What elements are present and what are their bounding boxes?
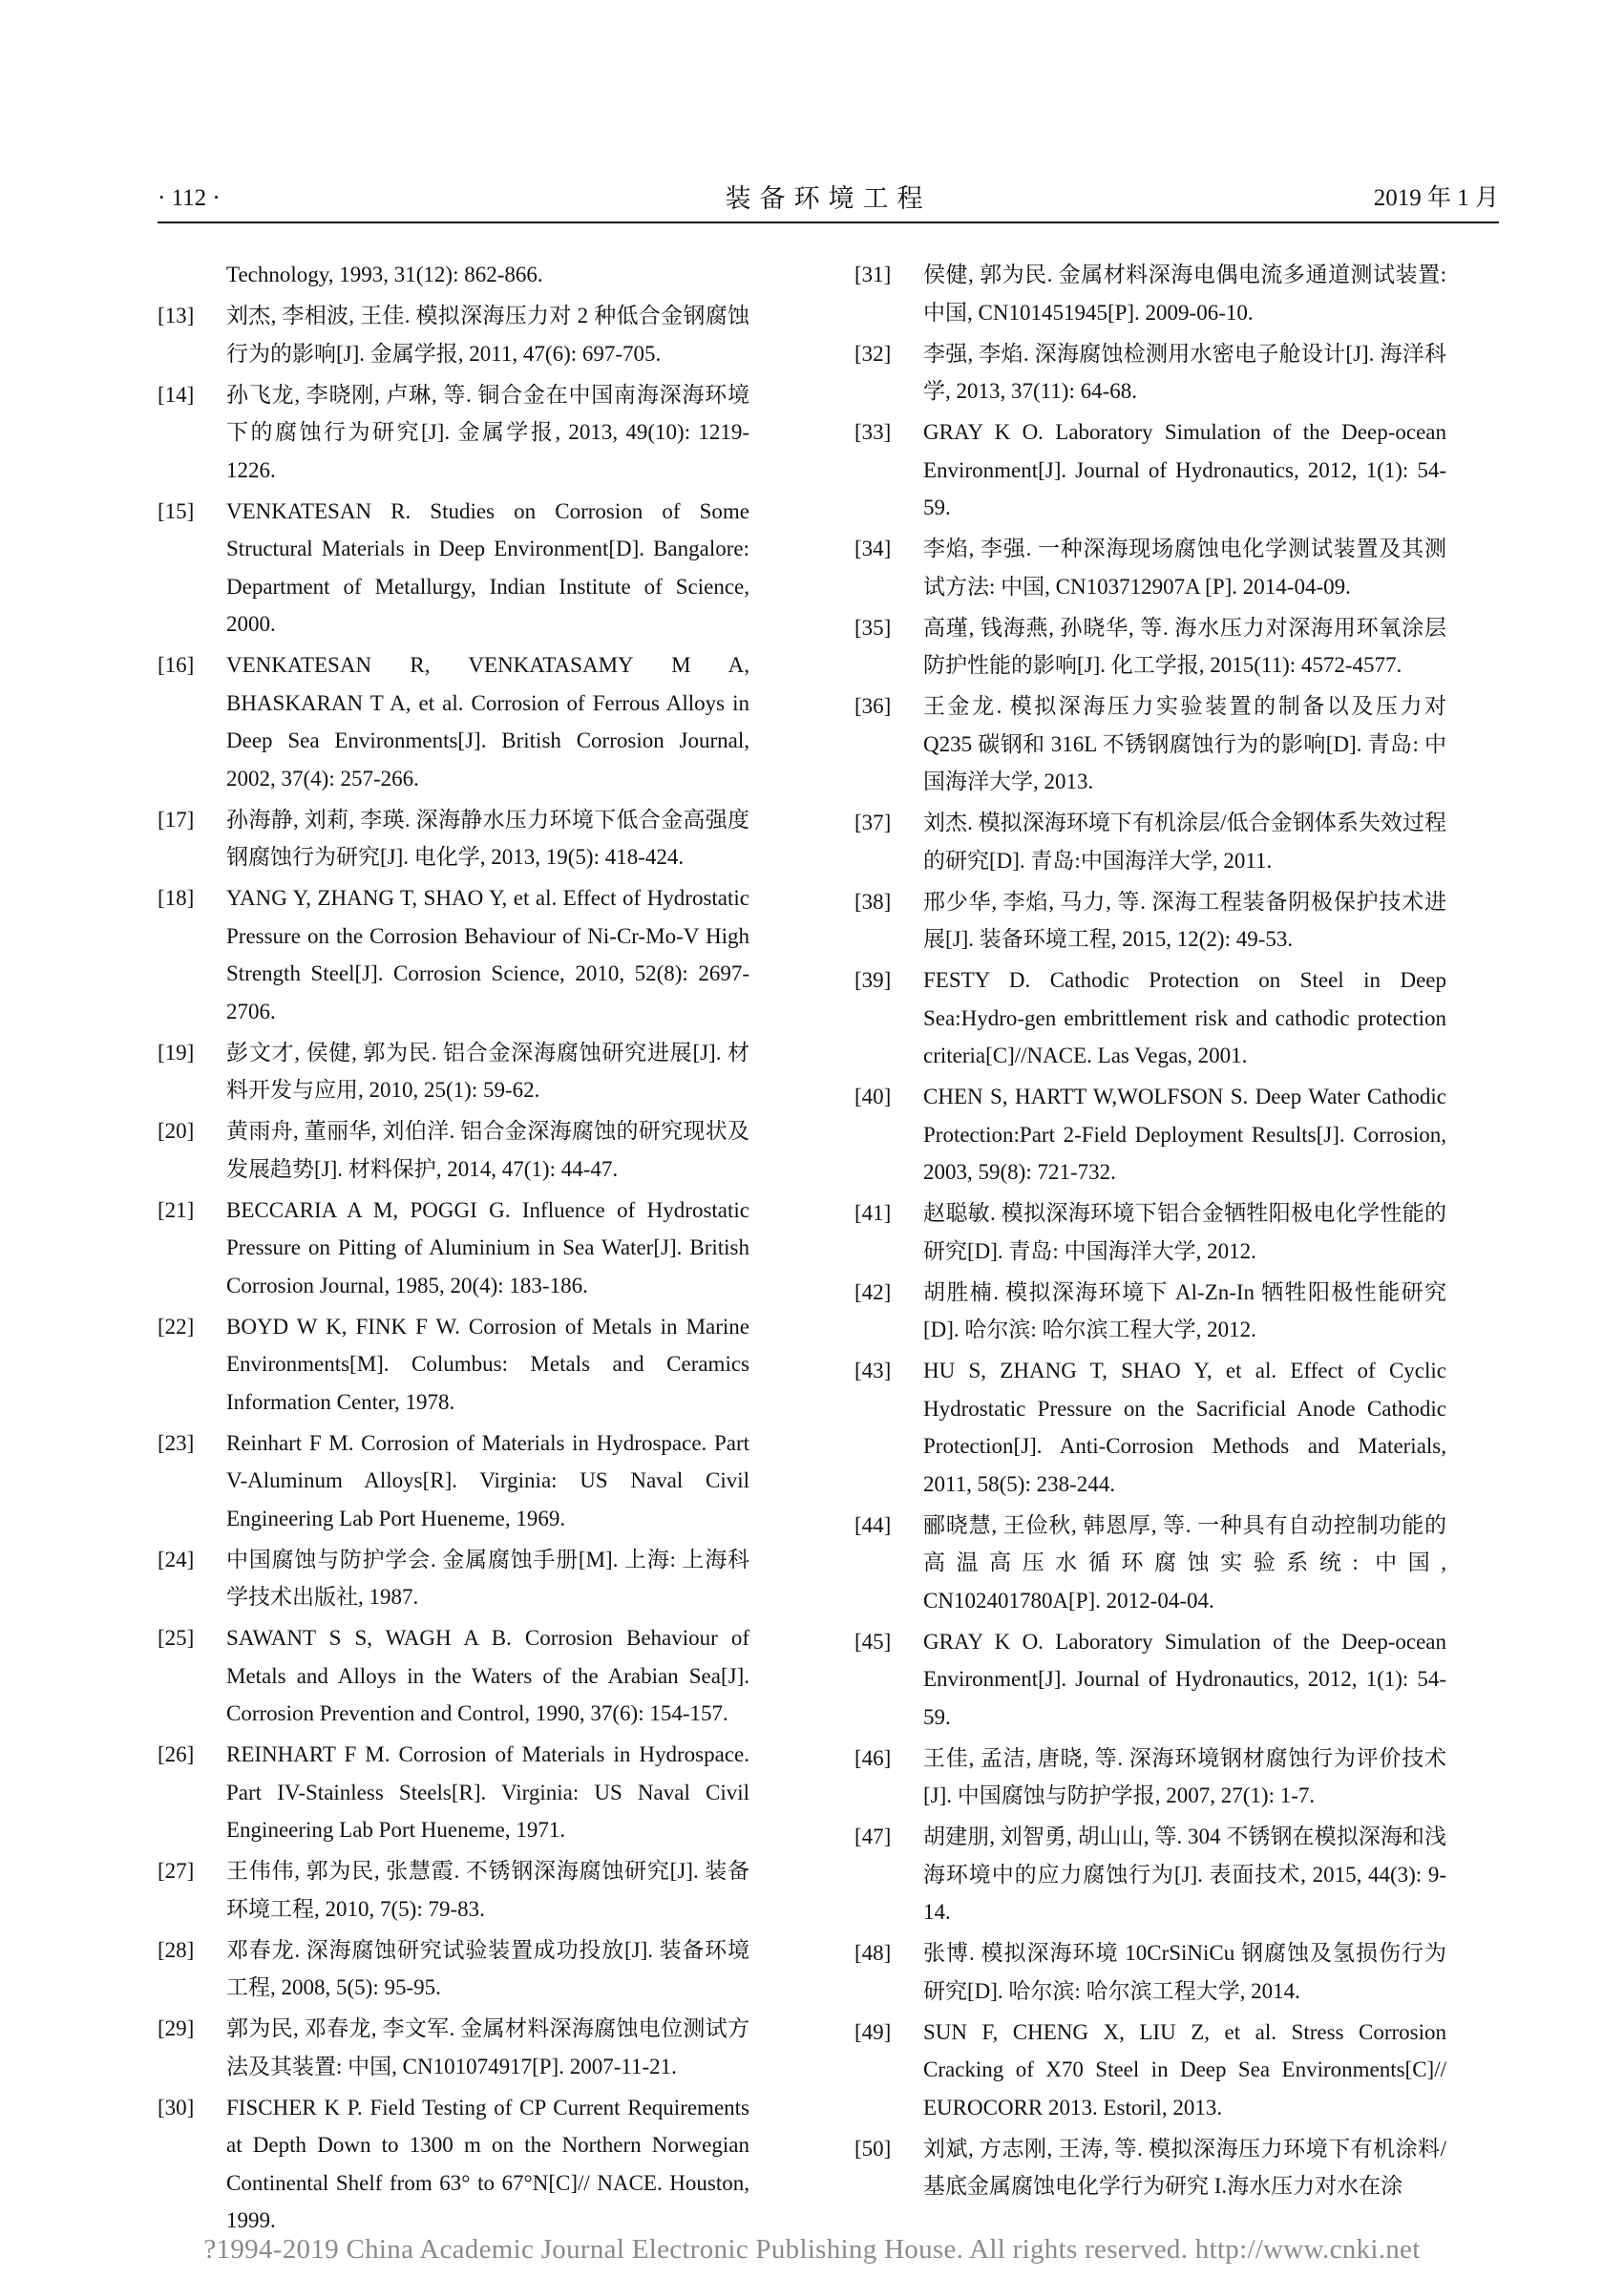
- reference-number: [47]: [854, 1825, 892, 1848]
- reference-text: 孙海静, 刘莉, 李瑛. 深海静水压力环境下低合金高强度钢腐蚀行为研究[J]. 电化学, 2013, 19(5): 418-424.: [226, 807, 749, 869]
- reference-entry: [158, 1736, 749, 1849]
- reference-number: [39]: [854, 968, 892, 992]
- reference-entry: [158, 1424, 749, 1538]
- reference-text: BECCARIA A M, POGGI G. Influence of Hydrostatic Pressure on Pitting of Aluminium in Sea Water[J]. British Corrosion Journal, 1985, 20(4): 183-186.: [226, 1197, 749, 1297]
- reference-number: [43]: [854, 1359, 892, 1382]
- reference-number: [15]: [158, 498, 195, 523]
- reference-entry: [854, 1194, 1446, 1270]
- reference-text: 郭为民, 邓春龙, 李文军. 金属材料深海腐蚀电位测试方法及其装置: 中国, CN101074917[P]. 2007-11-21.: [226, 2016, 749, 2078]
- reference-text: 刘杰. 模拟深海环境下有机涂层/低合金钢体系失效过程的研究[D]. 青岛:中国海洋大学, 2011.: [923, 811, 1446, 873]
- reference-number: [49]: [854, 2019, 892, 2044]
- reference-entry: [158, 1541, 749, 1616]
- reference-text: SUN F, CHENG X, LIU Z, et al. Stress Corrosion Cracking of X70 Steel in Deep Sea Environments[C]// EUROCORR 2013. Estoril, 2013.: [923, 2019, 1446, 2120]
- reference-entry: [854, 256, 1446, 331]
- reference-text: HU S, ZHANG T, SHAO Y, et al. Effect of Cyclic Hydrostatic Pressure on the Sacrificial Anode Cathodic Protection[J]. Anti-Corrosion Methods and Materials, 2011, 58(5): 238-244.: [923, 1359, 1446, 1496]
- reference-text: FESTY D. Cathodic Protection on Steel in Deep Sea:Hydro-gen embrittlement risk and cathodic protection criteria[C]//NACE. Las Vegas, 2001.: [923, 968, 1446, 1067]
- reference-entry: [158, 2089, 749, 2240]
- reference-number: [40]: [854, 1085, 892, 1108]
- reference-entry: [854, 335, 1446, 411]
- reference-entry: [854, 1818, 1446, 1931]
- reference-number: [34]: [854, 537, 892, 560]
- reference-number: [41]: [854, 1201, 892, 1225]
- reference-text: 中国腐蚀与防护学会. 金属腐蚀手册[M]. 上海: 上海科学技术出版社, 1987.: [226, 1547, 749, 1609]
- reference-number: [28]: [158, 1937, 195, 1962]
- reference-number: [32]: [854, 341, 892, 366]
- reference-text: 王伟伟, 郭为民, 张慧霞. 不锈钢深海腐蚀研究[J]. 装备环境工程, 2010, 7(5): 79-83.: [226, 1859, 749, 1921]
- reference-entry: [158, 646, 749, 797]
- reference-entry: [158, 1034, 749, 1109]
- reference-number: [20]: [158, 1119, 195, 1143]
- reference-entry: [158, 1931, 749, 2007]
- reference-number: [13]: [158, 304, 195, 327]
- reference-entry: [854, 1934, 1446, 2010]
- reference-entry: [158, 1619, 749, 1733]
- page-number: · 112 ·: [158, 185, 221, 211]
- reference-number: [36]: [854, 694, 892, 718]
- reference-number: [50]: [854, 2136, 892, 2161]
- reference-entry: [158, 376, 749, 490]
- reference-text: 黄雨舟, 董丽华, 刘伯洋. 铝合金深海腐蚀的研究现状及发展趋势[J]. 材料保护, 2014, 47(1): 44-47.: [226, 1119, 749, 1181]
- reference-number: [35]: [854, 615, 892, 640]
- reference-entry: [158, 297, 749, 372]
- reference-text: 胡建朋, 刘智勇, 胡山山, 等. 304 不锈钢在模拟深海和浅海环境中的应力腐蚀行为[J]. 表面技术, 2015, 44(3): 9-14.: [923, 1825, 1446, 1924]
- reference-number: [30]: [158, 2095, 195, 2120]
- reference-number: [22]: [158, 1314, 195, 1339]
- reference-entry: [854, 804, 1446, 879]
- reference-entry: [158, 879, 749, 1030]
- reference-text: FISCHER K P. Field Testing of CP Current Requirements at Depth Down to 1300 m on the Northern Norwegian Continental Shelf from 63° to 67°N[C]// NACE. Houston, 1999.: [226, 2095, 749, 2232]
- reference-number: [24]: [158, 1547, 195, 1571]
- reference-number: [44]: [854, 1512, 892, 1537]
- reference-number: [14]: [158, 382, 195, 407]
- reference-entry: [854, 413, 1446, 527]
- reference-list-right: [854, 256, 1446, 2208]
- reference-list-left: [158, 256, 749, 2243]
- reference-text: 李焰, 李强. 一种深海现场腐蚀电化学测试装置及其测试方法: 中国, CN103712907A [P]. 2014-04-09.: [923, 537, 1446, 599]
- reference-text: VENKATESAN R, VENKATASAMY M A, BHASKARAN T A, et al. Corrosion of Ferrous Alloys in Deep Sea Environments[J]. British Corrosion Journal, 2002, 37(4): 257-266.: [226, 653, 749, 791]
- reference-entry: [854, 883, 1446, 959]
- reference-number: [21]: [158, 1197, 195, 1222]
- reference-number: [19]: [158, 1040, 195, 1065]
- reference-entry: [854, 961, 1446, 1075]
- reference-entry: [158, 1192, 749, 1305]
- journal-title: 装备环境工程: [725, 184, 932, 213]
- reference-text: BOYD W K, FINK F W. Corrosion of Metals in Marine Environments[M]. Columbus: Metals and Ceramics Information Center, 1978.: [226, 1314, 749, 1414]
- reference-text: 邢少华, 李焰, 马力, 等. 深海工程装备阴极保护技术进展[J]. 装备环境工程, 2015, 12(2): 49-53.: [923, 889, 1446, 951]
- reference-text: 彭文才, 侯健, 郭为民. 铝合金深海腐蚀研究进展[J]. 材料开发与应用, 2010, 25(1): 59-62.: [226, 1040, 749, 1102]
- reference-entry: [854, 1352, 1446, 1503]
- reference-number: [42]: [854, 1279, 892, 1304]
- reference-number: [16]: [158, 653, 195, 677]
- reference-number: [31]: [854, 263, 892, 286]
- reference-number: [27]: [158, 1859, 195, 1883]
- reference-number: [45]: [854, 1629, 892, 1654]
- reference-entry: [854, 609, 1446, 685]
- copyright-footer: ?1994-2019 China Academic Journal Electronic Publishing House. All rights reserved. http://www.cnki.net: [203, 2234, 1421, 2265]
- reference-entry: [158, 493, 749, 643]
- reference-entry: [854, 687, 1446, 801]
- reference-text: 赵聪敏. 模拟深海环境下铝合金牺牲阳极电化学性能的研究[D]. 青岛: 中国海洋大学, 2012.: [923, 1201, 1446, 1263]
- reference-number: [48]: [854, 1941, 892, 1965]
- reference-number: [17]: [158, 807, 195, 832]
- reference-number: [18]: [158, 886, 195, 910]
- reference-text: 李强, 李焰. 深海腐蚀检测用水密电子舱设计[J]. 海洋科学, 2013, 37(11): 64-68.: [923, 341, 1446, 403]
- reference-entry: [158, 1112, 749, 1188]
- reference-entry: [854, 2130, 1446, 2205]
- header-rule: [158, 221, 1499, 223]
- reference-number: [26]: [158, 1742, 195, 1766]
- reference-text: VENKATESAN R. Studies on Corrosion of Some Structural Materials in Deep Environment[D]. Bangalore: Department of Metallurgy, Indian Institute of Science, 2000.: [226, 498, 749, 636]
- reference-text: 孙飞龙, 李晓刚, 卢琳, 等. 铜合金在中国南海深海环境下的腐蚀行为研究[J]. 金属学报, 2013, 49(10): 1219-1226.: [226, 382, 749, 482]
- reference-entry: [854, 1740, 1446, 1815]
- reference-text: 邓春龙. 深海腐蚀研究试验装置成功投放[J]. 装备环境工程, 2008, 5(5): 95-95.: [226, 1937, 749, 1999]
- reference-text: 张博. 模拟深海环境 10CrSiNiCu 钢腐蚀及氢损伤行为研究[D]. 哈尔滨: 哈尔滨工程大学, 2014.: [923, 1941, 1446, 2003]
- reference-entry: [158, 256, 749, 294]
- reference-text: YANG Y, ZHANG T, SHAO Y, et al. Effect of Hydrostatic Pressure on the Corrosion Behaviour of Ni-Cr-Mo-V High Strength Steel[J]. Corrosion Science, 2010, 52(8): 2697-2706.: [226, 886, 749, 1023]
- reference-text: CHEN S, HARTT W,WOLFSON S. Deep Water Cathodic Protection:Part 2-Field Deployment Results[J]. Corrosion, 2003, 59(8): 721-732.: [923, 1085, 1446, 1184]
- reference-entry: [158, 801, 749, 876]
- reference-number: [29]: [158, 2016, 195, 2040]
- reference-text: 高瑾, 钱海燕, 孙晓华, 等. 海水压力对深海用环氧涂层防护性能的影响[J]. 化工学报, 2015(11): 4572-4577.: [923, 615, 1446, 677]
- reference-text: REINHART F M. Corrosion of Materials in Hydrospace. Part IV-Stainless Steels[R]. Virginia: US Naval Civil Engineering Lab Port Hueneme, 1971.: [226, 1742, 749, 1842]
- reference-number: [23]: [158, 1430, 195, 1455]
- reference-text: 胡胜楠. 模拟深海环境下 Al-Zn-In 牺牲阳极性能研究[D]. 哈尔滨: 哈尔滨工程大学, 2012.: [923, 1279, 1446, 1341]
- reference-text: 王佳, 孟洁, 唐晓, 等. 深海环境钢材腐蚀行为评价技术[J]. 中国腐蚀与防护学报, 2007, 27(1): 1-7.: [923, 1745, 1446, 1807]
- reference-number: [37]: [854, 811, 892, 834]
- reference-text: SAWANT S S, WAGH A B. Corrosion Behaviour of Metals and Alloys in the Waters of the Arabian Sea[J]. Corrosion Prevention and Control, 1990, 37(6): 154-157.: [226, 1626, 749, 1725]
- reference-text: 王金龙. 模拟深海压力实验装置的制备以及压力对 Q235 碳钢和 316L 不锈钢腐蚀行为的影响[D]. 青岛: 中国海洋大学, 2013.: [923, 694, 1446, 793]
- reference-entry: [854, 1623, 1446, 1737]
- reference-entry: [854, 1274, 1446, 1349]
- reference-number: [33]: [854, 420, 892, 444]
- reference-text: 郦晓慧, 王俭秋, 韩恩厚, 等. 一种具有自动控制功能的高温高压水循环腐蚀实验系统: 中国, CN102401780A[P]. 2012-04-04.: [923, 1512, 1446, 1613]
- reference-text: Technology, 1993, 31(12): 862-866.: [226, 263, 543, 286]
- reference-entry: [158, 2010, 749, 2085]
- reference-number: [46]: [854, 1745, 892, 1770]
- reference-text: 侯健, 郭为民. 金属材料深海电偶电流多通道测试装置: 中国, CN101451945[P]. 2009-06-10.: [923, 263, 1446, 325]
- reference-text: 刘杰, 李相波, 王佳. 模拟深海压力对 2 种低合金钢腐蚀行为的影响[J]. 金属学报, 2011, 47(6): 697-705.: [226, 304, 749, 366]
- reference-number: [38]: [854, 889, 892, 914]
- reference-text: GRAY K O. Laboratory Simulation of the Deep-ocean Environment[J]. Journal of Hydronautics, 2012, 1(1): 54-59.: [923, 1629, 1446, 1729]
- reference-entry: [854, 1078, 1446, 1192]
- reference-text: 刘斌, 方志刚, 王涛, 等. 模拟深海压力环境下有机涂料/基底金属腐蚀电化学行为研究 I.海水压力对水在涂: [923, 2136, 1446, 2198]
- reference-entry: [854, 2014, 1446, 2127]
- reference-number: [25]: [158, 1626, 195, 1650]
- reference-text: Reinhart F M. Corrosion of Materials in Hydrospace. Part V-Aluminum Alloys[R]. Virginia: US Naval Civil Engineering Lab Port Hueneme, 1969.: [226, 1430, 749, 1530]
- running-header: [158, 178, 1499, 220]
- reference-text: GRAY K O. Laboratory Simulation of the Deep-ocean Environment[J]. Journal of Hydronautics, 2012, 1(1): 54-59.: [923, 420, 1446, 519]
- reference-entry: [854, 530, 1446, 605]
- reference-entry: [854, 1507, 1446, 1620]
- reference-entry: [158, 1852, 749, 1928]
- issue-date: 2019 年 1 月: [1373, 185, 1499, 211]
- reference-entry: [158, 1308, 749, 1422]
